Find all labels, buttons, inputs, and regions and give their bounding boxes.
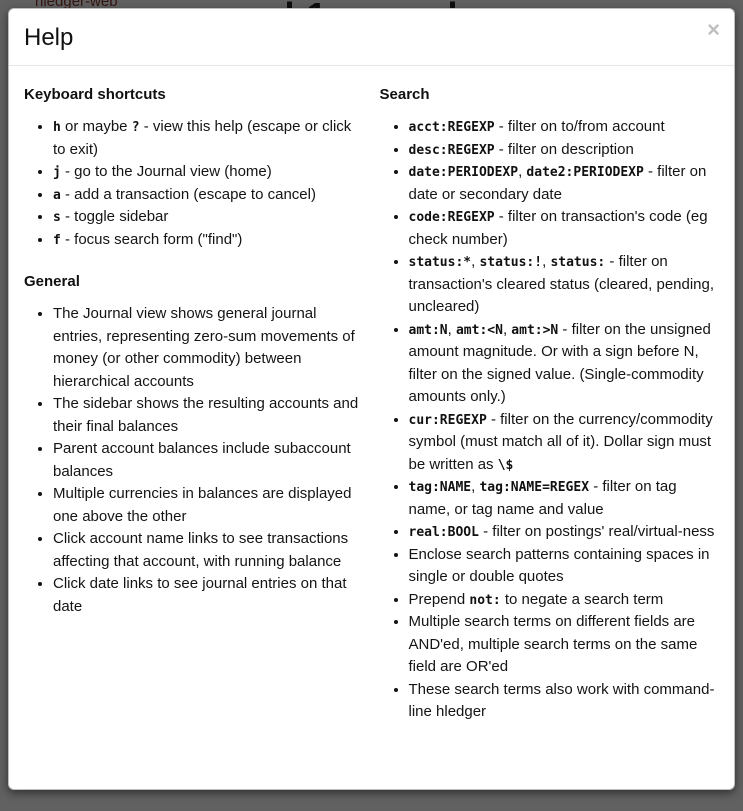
list-item: • desc:REGEXP - filter on description: [409, 139, 720, 162]
general-heading: General: [24, 273, 80, 290]
modal-header: [9, 9, 734, 66]
list-item: • Prepend not: to negate a search term: [409, 589, 720, 612]
list-item: • The Journal view shows general journal entries, representing zero-sum movements of money (or other commodity) between hierarchical accounts: [53, 303, 364, 393]
list-item: • j - go to the Journal view (home): [53, 161, 364, 184]
keyboard-shortcuts-heading: Keyboard shortcuts: [24, 86, 166, 103]
help-modal: [8, 8, 735, 790]
general-list: [24, 303, 364, 618]
list-item: • tag:NAME, tag:NAME=REGEX - filter on tag name, or tag name and value: [409, 476, 720, 521]
search-list: [380, 116, 720, 724]
code-token: ?: [131, 120, 140, 135]
code-token: real:BOOL: [408, 525, 479, 540]
list-item: • h or maybe ? - view this help (escape or click to exit): [53, 116, 364, 161]
code-token: cur:REGEXP: [408, 412, 487, 428]
modal-title: Help: [24, 24, 74, 51]
list-item: • s - toggle sidebar: [53, 206, 364, 229]
list-item: • These search terms also work with command-line hledger: [409, 679, 720, 724]
code-token: f: [53, 232, 61, 248]
code-token: j: [53, 165, 61, 180]
list-item: • Click date links to see journal entries on that date: [53, 573, 364, 618]
code-token: not:: [469, 592, 501, 608]
code-token: date2:PERIODEXP: [526, 165, 644, 180]
list-item: • acct:REGEXP - filter on to/from account: [409, 116, 720, 139]
code-token: status:*: [408, 255, 472, 270]
modal-body: [9, 66, 734, 747]
help-right-column: [380, 86, 720, 732]
code-token: code:REGEXP: [408, 210, 495, 225]
code-token: s: [53, 210, 61, 225]
code-token: a: [53, 187, 61, 203]
code-token: status:: [550, 255, 606, 270]
list-item: • Click account name links to see transactions affecting that account, with running balance: [53, 528, 364, 573]
code-token: date:PERIODEXP: [408, 165, 519, 180]
help-left-column: [24, 86, 364, 732]
code-token: amt:>N: [511, 322, 559, 338]
code-token: amt:N: [408, 322, 448, 338]
code-token: acct:REGEXP: [408, 120, 495, 135]
list-item: • Enclose search patterns containing spaces in single or double quotes: [409, 544, 720, 589]
list-item: • Multiple currencies in balances are displayed one above the other: [53, 483, 364, 528]
code-token: tag:NAME: [408, 480, 472, 495]
list-item: • a - add a transaction (escape to cancel): [53, 184, 364, 207]
code-token: tag:NAME=REGEX: [479, 480, 590, 495]
code-token: h: [53, 120, 61, 135]
search-heading: Search: [379, 86, 430, 103]
list-item: • status:*, status:!, status: - filter on transaction's cleared status (cleared, pending, uncleared): [409, 251, 720, 319]
list-item: • code:REGEXP - filter on transaction's code (eg check number): [409, 206, 720, 251]
list-item: • Parent account balances include subaccount balances: [53, 438, 364, 483]
code-token: desc:REGEXP: [408, 142, 495, 158]
code-token: \$: [497, 457, 514, 473]
list-item: • amt:N, amt:<N, amt:>N - filter on the unsigned amount magnitude. Or with a sign before N, filter on the signed value. (Single-commodity amounts only.): [409, 319, 720, 409]
list-item: • date:PERIODEXP, date2:PERIODEXP - filter on date or secondary date: [409, 161, 720, 206]
code-token: amt:<N: [455, 322, 503, 338]
list-item: • The sidebar shows the resulting accounts and their final balances: [53, 393, 364, 438]
list-item: • real:BOOL - filter on postings' real/virtual-ness: [409, 521, 720, 544]
list-item: • Multiple search terms on different fields are AND'ed, multiple search terms on the same field are OR'ed: [409, 611, 720, 679]
keyboard-shortcuts-list: [24, 116, 364, 251]
close-icon[interactable]: ×: [707, 17, 720, 42]
code-token: status:!: [479, 255, 543, 270]
list-item: • cur:REGEXP - filter on the currency/commodity symbol (must match all of it). Dollar sign must be written as \$: [409, 409, 720, 477]
list-item: • f - focus search form ("find"): [53, 229, 364, 252]
